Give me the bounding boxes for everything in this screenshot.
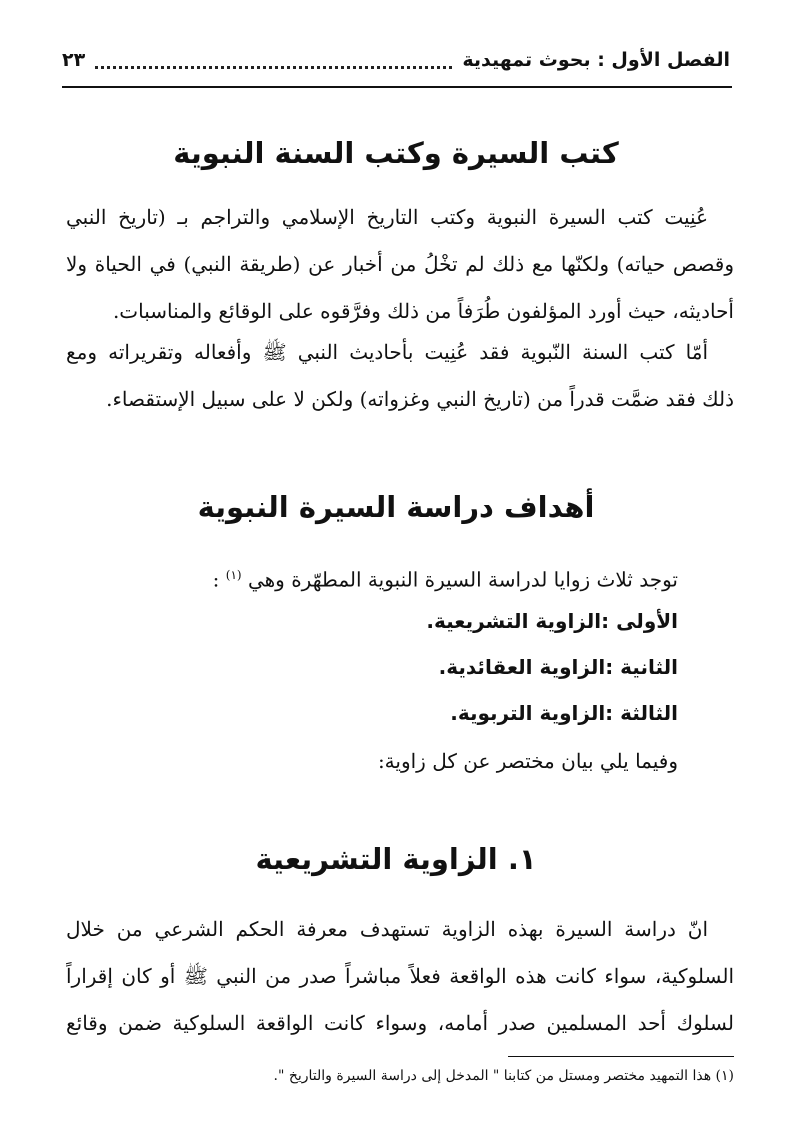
text-line: وقصص حياته) ولكنّها مع ذلك لم تخْلُ من أخبار عن (طريقة النبي) في الحياة ولا — [66, 252, 734, 276]
text-line: أمّا كتب السنة النّبوية فقد عُنِيت بأحاديث النبي ﷺ وأفعاله وتقريراته ومع — [66, 340, 708, 364]
chapter-title: الفصل الأول : بحوث تمهيدية — [462, 49, 730, 71]
section-heading-sources: كتب السيرة وكتب السنة النبوية — [173, 136, 619, 170]
page-number: ٢٣ — [62, 49, 86, 71]
text-line: أحاديثه، حيث أورد المؤلفون طُرَفاً من ذلك وفرَّقوه على الوقائع والمناسبات. — [112, 299, 734, 323]
text-line: لسلوك أحد المسلمين صدر أمامه، وسواء كانت الواقعة السلوكية ضمن وقائع — [66, 1011, 734, 1035]
goals-closing: وفيما يلي بيان مختصر عن كل زاوية: — [377, 749, 678, 773]
goal-item-first: الأولى :الزاوية التشريعية. — [426, 609, 678, 633]
text-line: انّ دراسة السيرة بهذه الزاوية تستهدف معرفة الحكم الشرعي من خلال — [66, 917, 709, 941]
footnote-marker: (١) — [225, 568, 242, 582]
paragraph-legislative — [66, 906, 734, 1047]
paragraph-sources-1 — [66, 194, 734, 335]
footnote-rule — [508, 1056, 734, 1057]
text-line: السلوكية، سواء كانت هذه الواقعة فعلاً مباشراً صدر من النبي ﷺ أو كان إقراراً — [66, 964, 734, 988]
goals-intro — [66, 552, 678, 599]
paragraph-sources-2 — [66, 329, 734, 423]
goal-item-third: الثالثة :الزاوية التربوية. — [450, 701, 678, 725]
intro-text: توجد ثلاث زوايا لدراسة السيرة النبوية المطهّرة وهي — [247, 567, 678, 592]
intro-colon: : — [212, 567, 220, 592]
header-rule — [62, 86, 732, 88]
footnote: (١) هذا التمهيد مختصر ومستل من كتابنا " المدخل إلى دراسة السيرة والتاريخ ". — [273, 1068, 734, 1084]
running-header — [62, 44, 730, 76]
section-heading-goals: أهداف دراسة السيرة النبوية — [197, 490, 595, 524]
text-line: ذلك فقد ضمَّت قدراً من (تاريخ النبي وغزواته) ولكن لا على سبيل الإستقصاء. — [106, 387, 734, 411]
goal-item-second: الثانية :الزاوية العقائدية. — [438, 655, 678, 679]
section-heading-legislative: ١. الزاوية التشريعية — [255, 842, 537, 876]
text-line: عُنِيت كتب السيرة النبوية وكتب التاريخ الإسلامي والتراجم بـ (تاريخ النبي — [66, 205, 708, 229]
dot-leader — [95, 52, 452, 69]
